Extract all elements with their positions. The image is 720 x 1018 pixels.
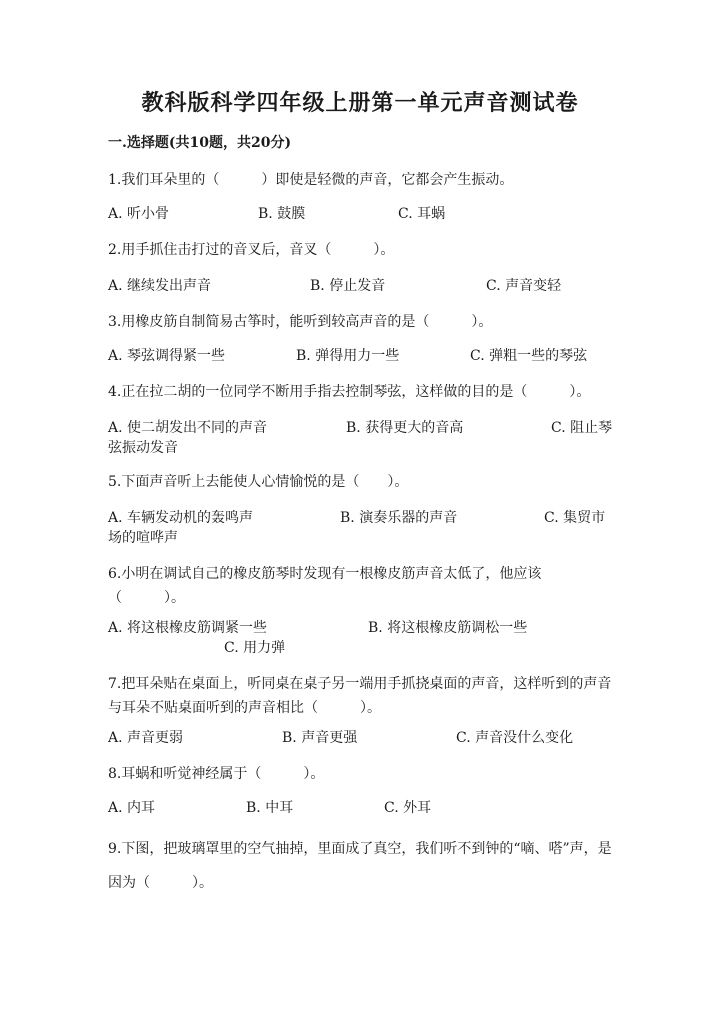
q6-option-c: C. 用力弹 [224, 640, 286, 656]
q8-option-b: B. 中耳 [246, 800, 294, 816]
q2-option-b: B. 停止发音 [310, 278, 386, 294]
q1-option-c: C. 耳蜗 [398, 206, 446, 222]
q6-option-a: A. 将这根橡皮筋调紧一些 [108, 620, 268, 636]
q6-option-b: B. 将这根橡皮筋调松一些 [368, 620, 528, 636]
question-1: 1.我们耳朵里的（ ）即使是轻微的声音，它都会产生振动。 [108, 172, 514, 188]
q5-option-a: A. 车辆发动机的轰鸣声 [108, 510, 254, 526]
q3-option-c: C. 弹粗一些的琴弦 [470, 348, 588, 364]
question-9: 9.下图，把玻璃罩里的空气抽掉，里面成了真空，我们听不到钟的“嘀、嗒”声，是因为（ ）。 [108, 841, 612, 891]
q4-option-b: B. 获得更大的音高 [346, 420, 464, 436]
q4-option-c: C. 阻止琴弦振动发音 [108, 420, 613, 456]
page-title: 教科版科学四年级上册第一单元声音测试卷 [141, 90, 579, 116]
question-7: 7.把耳朵贴在桌面上，听同桌在桌子另一端用手抓挠桌面的声音，这样听到的声音与耳朵不贴桌面听到的声音相比（ ）。 [108, 676, 612, 716]
q3-option-b: B. 弹得用力一些 [296, 348, 400, 364]
q8-option-a: A. 内耳 [108, 800, 156, 816]
question-6: 6.小明在调试自己的橡皮筋琴时发现有一根橡皮筋声音太低了，他应该（ ）。 [108, 566, 542, 606]
q7-option-a: A. 声音更弱 [108, 730, 184, 746]
q2-option-a: A. 继续发出声音 [108, 278, 212, 294]
q5-option-b: B. 演奏乐器的声音 [340, 510, 458, 526]
q4-option-a: A. 使二胡发出不同的声音 [108, 420, 268, 436]
q1-option-b: B. 鼓膜 [258, 206, 306, 222]
question-3: 3.用橡皮筋自制简易古筝时，能听到较高声音的是（ ）。 [108, 314, 493, 330]
q5-option-c: C. 集贸市场的喧哗声 [108, 510, 606, 546]
question-2: 2.用手抓住击打过的音叉后，音叉（ ）。 [108, 242, 395, 258]
question-8: 8.耳蜗和听觉神经属于（ ）。 [108, 766, 325, 782]
q1-option-a: A. 听小骨 [108, 206, 170, 222]
q7-option-c: C. 声音没什么变化 [456, 730, 574, 746]
question-5: 5.下面声音听上去能使人心情愉悦的是（ ）。 [108, 474, 409, 490]
section-heading: 一.选择题(共10题，共20分) [108, 135, 292, 151]
q3-option-a: A. 琴弦调得紧一些 [108, 348, 226, 364]
q7-option-b: B. 声音更强 [282, 730, 358, 746]
q8-option-c: C. 外耳 [384, 800, 432, 816]
q2-option-c: C. 声音变轻 [486, 278, 562, 294]
question-4: 4.正在拉二胡的一位同学不断用手指去控制琴弦，这样做的目的是（ ）。 [108, 384, 591, 400]
